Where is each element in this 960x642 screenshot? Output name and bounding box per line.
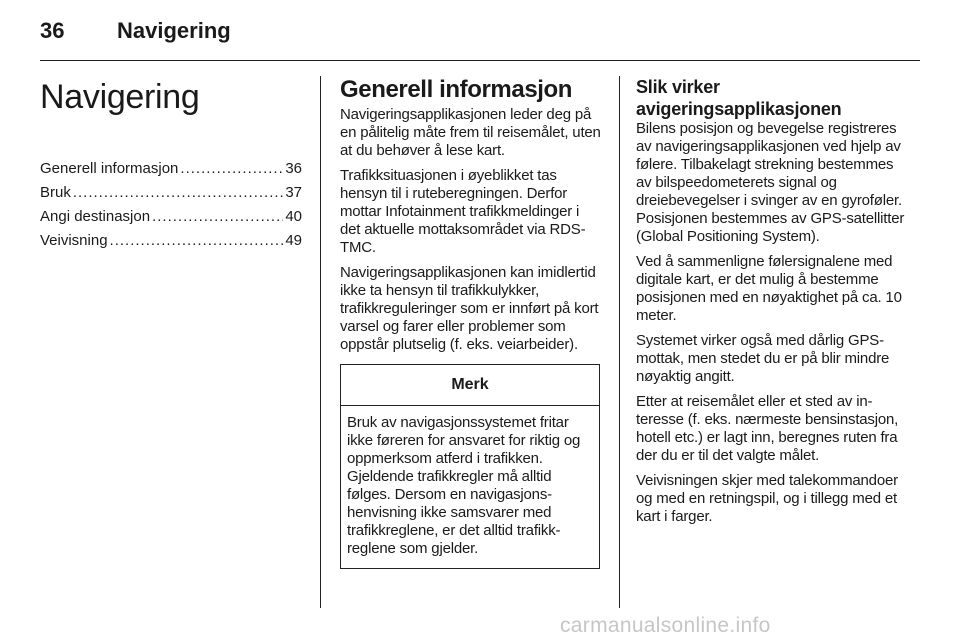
- toc-leader: [180, 157, 283, 181]
- subsection-title-line-2: avigeringsapplikasjonen: [636, 99, 842, 119]
- toc-leader: [110, 229, 284, 253]
- body-paragraph: Ved å sammenligne følersignalene med digitale kart, er det mulig å bestemme posisjonen med en nøyaktighet på ca. 10 meter.: [636, 253, 902, 324]
- column-2: [340, 72, 602, 569]
- watermark: carmanualsonline.info: [560, 614, 771, 637]
- note-box: [340, 364, 600, 569]
- toc-label: Angi destinasjon: [40, 208, 151, 225]
- toc-entry[interactable]: [40, 205, 302, 229]
- toc-page: 49: [285, 232, 302, 249]
- page-number: 36: [40, 18, 65, 43]
- toc-leader: [73, 181, 283, 205]
- body-paragraph: Trafikksituasjonen i øyeblikket tas hensyn til i ruteberegningen. Derfor mottar Infotainment trafikkmeldinger i det aktuelle mottaksområdet via RDS-TMC.: [340, 167, 586, 256]
- note-text: Bruk av navigasjonssystemet fritar ikke føreren for ansvaret for riktig og oppmerksom atferd i trafikken. Gjeldende trafikkregler må alltid følges. Dersom en navigasjonshenvisning ikke samsvarer med trafikkreglene, er det alltid trafikkreglene som gjelder.: [347, 414, 581, 557]
- table-of-contents: [40, 157, 302, 253]
- running-title: Navigering: [117, 18, 231, 43]
- toc-page: 40: [285, 208, 302, 225]
- toc-entry[interactable]: [40, 181, 302, 205]
- toc-leader: [152, 205, 283, 229]
- note-heading: Merk: [341, 365, 599, 406]
- toc-page: 36: [285, 160, 302, 177]
- body-paragraph: Systemet virker også med dårlig GPS-mottak, men stedet du er på blir mindre nøyaktig angitt.: [636, 332, 890, 385]
- toc-entry[interactable]: [40, 157, 302, 181]
- toc-entry[interactable]: [40, 229, 302, 253]
- header-rule: [40, 60, 920, 61]
- column-1: [40, 72, 302, 253]
- column-divider-1: [320, 76, 321, 608]
- body-paragraph: Bilens posisjon og bevegelse registreres av navigeringsapplikasjonen ved hjelp av følere. Tilbakelagt strekning bestemmes av bilspeedometerets signal og dreiebevegelser i svinger av en gyroføler. Posisjonen bestemmes av GPS-satellitter (Global Positioning System).: [636, 120, 905, 245]
- subsection-title-line-1: Slik virker: [636, 77, 720, 97]
- section-title: Generell informasjon: [340, 76, 573, 103]
- subsection-title: [636, 76, 906, 120]
- body-paragraph: Etter at reisemålet eller et sted av interesse (f. eks. nærmeste bensinstasjon, hotell etc.) er lagt inn, beregnes ruten fra der du er til det valgte målet.: [636, 393, 899, 464]
- body-paragraph: Veivisningen skjer med talekommandoer og med en retningspil, og i tillegg med et kart i farger.: [636, 472, 898, 525]
- toc-page: 37: [285, 184, 302, 201]
- toc-label: Bruk: [40, 184, 71, 201]
- toc-label: Veivisning: [40, 232, 108, 249]
- page-header: [0, 0, 960, 60]
- column-divider-2: [619, 76, 620, 608]
- toc-label: Generell informasjon: [40, 160, 179, 177]
- body-paragraph: Navigeringsapplikasjonen leder deg på en pålitelig måte frem til reisemålet, uten at du behøver å lese kart.: [340, 106, 601, 159]
- chapter-title: Navigering: [40, 78, 200, 116]
- column-3: [636, 72, 906, 533]
- body-paragraph: Navigeringsapplikasjonen kan imidlertid ikke ta hensyn til trafikkulykker, trafikkreguleringer som er innført på kort varsel og farer eller problemer som oppstår plutselig (f. eks. veiarbeider).: [340, 264, 599, 353]
